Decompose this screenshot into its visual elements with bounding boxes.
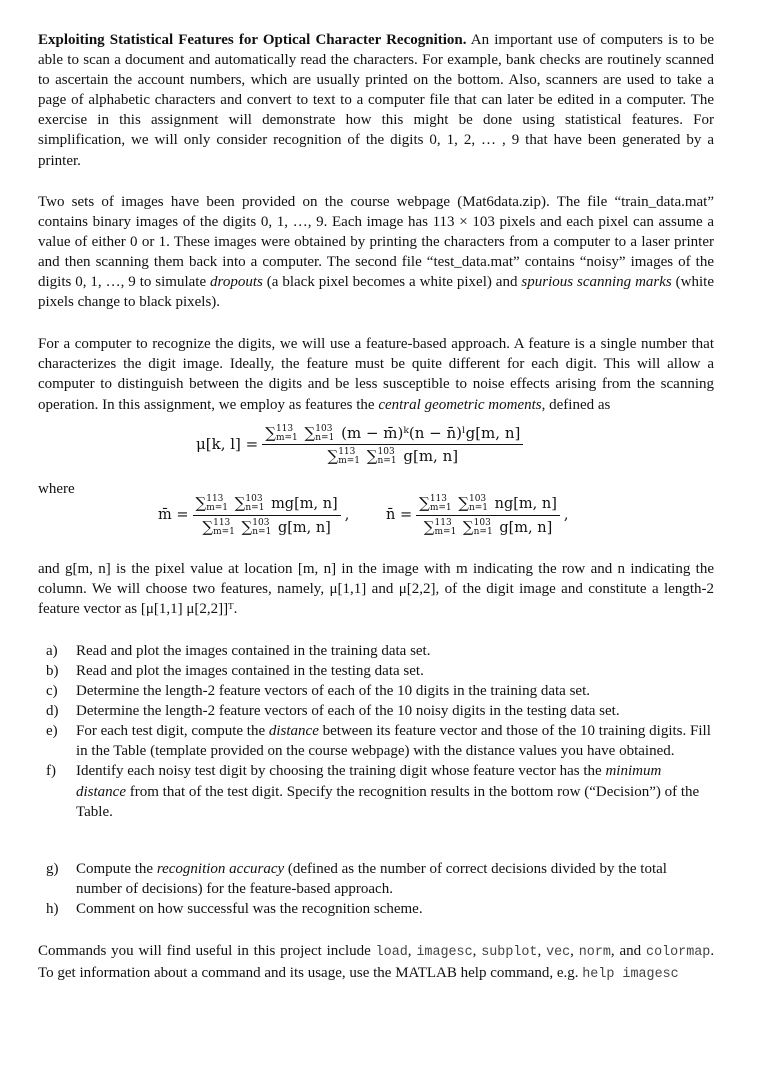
intro-text: An important use of computers is to be able to scan a document and automatically read the characters. For example, bank checks are routinely scanned to ascertain the account numbers, which are usually printed on the bottom. Also, scanners are used to take a page of alphabetic characters and convert to text to a computer file that can later be edited in a computer. The exercise in this assignment will demonstrate how this might be done using statistical features. For simplification, we will only consider recognition of the digits 0, 1, 2, … , 9 that have been generated by a printer. <box>38 32 714 169</box>
list-item: h) Comment on how successful was the recognition scheme. <box>46 900 423 917</box>
data-description-paragraph <box>38 192 714 313</box>
list-item: c) Determine the length-2 feature vectors of each of the 10 digits in the training data set. <box>46 683 590 700</box>
list-item: a) Read and plot the images contained in the training data set. <box>46 642 431 659</box>
task-list <box>38 641 714 822</box>
commands-paragraph: Commands you will find useful in this project include load, imagesc, subplot, vec, norm, and colormap. To get information about a command and its usage, use the MATLAB help command, e.g. help imagesc <box>38 943 715 983</box>
cmd-imagesc: imagesc <box>416 945 473 960</box>
cmd-norm: norm <box>578 945 611 960</box>
section-title: Exploiting Statistical Features for Optical Character Recognition. <box>38 32 467 48</box>
moment-fraction: ∑ 113 m=1 ∑ 103 n=1 (m − m̄)ᵏ(n − n̄)ˡg[m, n] ∑ 113 m=1 ∑ 103 n=1 g[m, n] <box>262 423 523 466</box>
cmd-help: help imagesc <box>582 967 679 983</box>
list-item: b) Read and plot the images contained in the testing data set. <box>46 662 424 679</box>
nbar-numerator: ng[m, n] <box>494 495 557 512</box>
cmd-subplot: subplot <box>481 945 538 960</box>
cmd-load: load <box>375 945 408 960</box>
mu-lhs: μ[k, l] = <box>196 435 259 454</box>
cmd-colormap: colormap <box>646 945 711 960</box>
list-item: e) For each test digit, compute the distance between its feature vector and those of the 10 training digits. Fill in the Table (template provided on the course webpage) with the distance values you have obtained. <box>46 723 711 760</box>
list-gap <box>38 822 714 859</box>
feature-vector-paragraph: and g[m, n] is the pixel value at location [m, n] in the image with m indicating the row and n indicating the column. We will choose two features, namely, μ[1,1] and μ[2,2], of the digit image and constitute a length-2 feature vector as [μ[1,1] μ[2,2]]ᵀ. <box>38 560 714 617</box>
dropouts-term: dropouts <box>210 274 263 291</box>
feature-paragraph <box>38 334 714 414</box>
list-item: d) Determine the length-2 feature vectors of each of the 10 noisy digits in the testing data set. <box>46 703 620 720</box>
mbar-equation: m̄ = ∑ 113 m=1 ∑ 103 n=1 mg[m, n] ∑ 113 m=1 ∑ 103 n=1 g[m, n] , <box>158 493 350 537</box>
spurious-term: spurious scanning marks <box>521 274 672 291</box>
list-item: f) Identify each noisy test digit by choosing the training digit whose feature vector has the minimum distance from that of the test digit. Specify the recognition results in the bottom row (“Decision”) of the Table. <box>46 763 700 820</box>
feature-text-1: For a computer to recognize the digits, we will use a feature-based approach. A feature is a single number that characterizes the digit image. Ideally, the feature must be quite different for each digit. This will allow a computer to distinguish between the digits and be less susceptible to noise effects arising from the scanning operation. In this assignment, we employ as features the <box>38 336 714 413</box>
data-text-2: (a black pixel becomes a white pixel) and <box>266 274 518 291</box>
feature-text-2: , defined as <box>541 396 611 413</box>
mu-numerator: (m − m̄)ᵏ(n − n̄)ˡg[m, n] <box>341 423 521 442</box>
data-text-1: Two sets of images have been provided on the course webpage (Mat6data.zip). The file “train_data.mat” contains binary images of the digits 0, 1, …, 9. Each image has 113 × 103 pixels and each pixel can assume a value of either 0 or 1. These images were obtained by printing the characters from a computer to a laser printer and then scanning them back into a computer. The second file “test_data.mat” contains “noisy” images of the digits 0, 1, …, 9 to simulate <box>38 193 714 291</box>
mu-denominator: g[m, n] <box>403 446 459 465</box>
moment-equation <box>196 423 527 466</box>
list-item: g) Compute the recognition accuracy (defined as the number of correct decisions divided by the total number of decisions) for the feature-based approach. <box>46 860 667 897</box>
moment-equation-block <box>38 415 714 497</box>
where-label: where <box>38 480 75 497</box>
cmd-vec: vec <box>546 945 571 960</box>
mbar-numerator: mg[m, n] <box>271 495 338 512</box>
central-moments-term: central geometric moments <box>378 396 542 413</box>
task-list-continued <box>38 859 714 919</box>
data-text-3: (white pixels change to black pixels). <box>38 274 714 311</box>
document-page <box>38 30 714 985</box>
intro-paragraph <box>38 30 714 171</box>
nbar-equation: n̄ = ∑ 113 m=1 ∑ 103 n=1 ng[m, n] ∑ 113 m=1 ∑ 103 n=1 g[m, n] , <box>386 493 569 537</box>
mean-equations <box>38 487 714 545</box>
